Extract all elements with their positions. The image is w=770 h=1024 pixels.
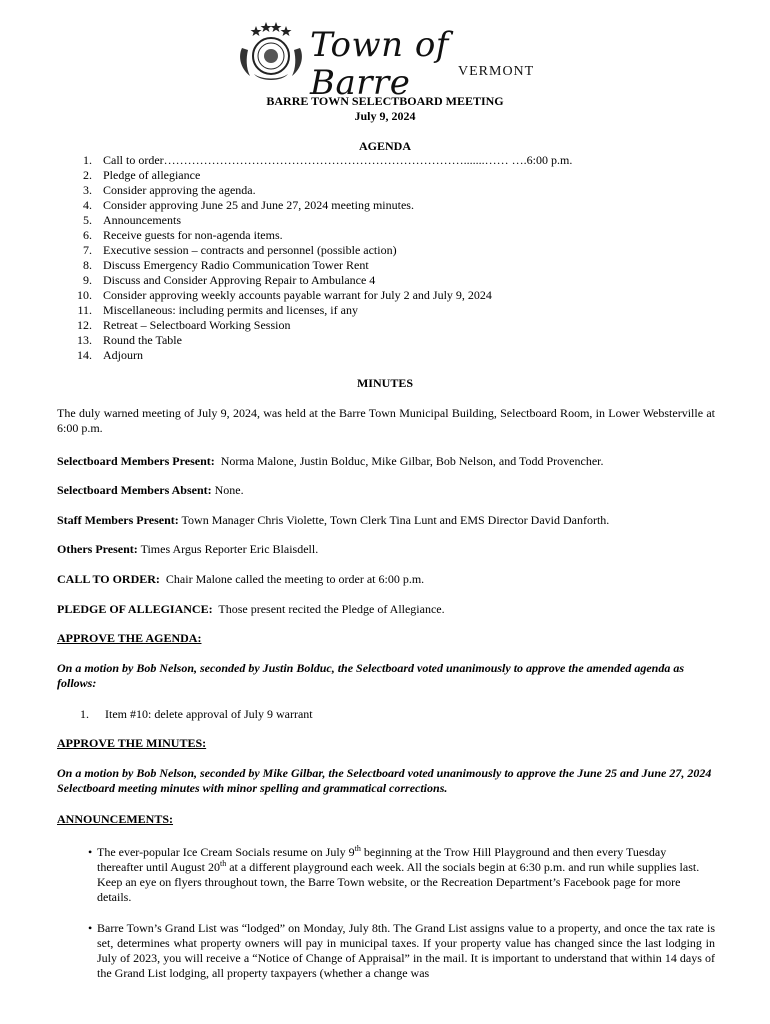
logo-state: VERMONT bbox=[458, 64, 535, 79]
call-to-order-label: CALL TO ORDER: bbox=[57, 572, 160, 586]
minutes-heading: MINUTES bbox=[356, 376, 413, 390]
agenda-item: 6. Receive guests for non-agenda items. bbox=[83, 228, 283, 242]
bullet-icon: • bbox=[88, 921, 93, 935]
members-absent bbox=[57, 483, 715, 498]
amended-agenda-item-num: 1. bbox=[80, 707, 89, 721]
town-seal-icon bbox=[236, 20, 306, 82]
others-present-value: Times Argus Reporter Eric Blaisdell. bbox=[140, 542, 319, 556]
meeting-date: July 9, 2024 bbox=[354, 109, 416, 123]
staff-present-value: Town Manager Chris Violette, Town Clerk Tina Lunt and EMS Director David Danforth. bbox=[181, 513, 610, 527]
members-present-label: Selectboard Members Present: bbox=[57, 454, 215, 468]
call-to-order-value: Chair Malone called the meeting to order at 6:00 p.m. bbox=[165, 572, 425, 586]
announcement-item: • Barre Town’s Grand List was “lodged” on Monday, July 8th. The Grand List assigns value to a property, and once the tax rate is set, determines what property owners will pay in municipal taxes. If your property value has changed since the last lodging in July of 2023, you will receive a “Notice of Change of Appraisal” in the mail. It is important to understand that within 14 days of the Grand List lodging, all property taxpayers (whether a change was bbox=[88, 921, 715, 980]
agenda-item: 9. Discuss and Consider Approving Repair to Ambulance 4 bbox=[83, 273, 376, 287]
agenda-item: 14. Adjourn bbox=[77, 348, 143, 362]
approve-minutes-heading: APPROVE THE MINUTES: bbox=[57, 736, 207, 750]
agenda-item: 10. Consider approving weekly accounts payable warrant for July 2 and July 9, 2024 bbox=[77, 288, 492, 302]
logo-wordmark: Town of Barre bbox=[310, 25, 449, 103]
approve-agenda-heading: APPROVE THE AGENDA: bbox=[57, 631, 202, 645]
minutes-intro: The duly warned meeting of July 9, 2024, was held at the Barre Town Municipal Building, Selectboard Room, in Lower Websterville at 6:00 p.m. bbox=[57, 406, 715, 435]
members-present-value: Norma Malone, Justin Bolduc, Mike Gilbar, Bob Nelson, and Todd Provencher. bbox=[220, 454, 604, 468]
staff-present bbox=[57, 513, 715, 528]
agenda-item: 2. Pledge of allegiance bbox=[83, 168, 201, 182]
others-present bbox=[57, 542, 715, 557]
bullet-icon: • bbox=[88, 845, 93, 859]
staff-present-label: Staff Members Present: bbox=[57, 513, 179, 527]
meeting-title: BARRE TOWN SELECTBOARD MEETING bbox=[266, 94, 504, 108]
amended-agenda-item-text: Item #10: delete approval of July 9 warrant bbox=[105, 707, 313, 721]
members-absent-value: None. bbox=[214, 483, 244, 497]
members-absent-label: Selectboard Members Absent: bbox=[57, 483, 212, 497]
agenda-item: 11. Miscellaneous: including permits and licenses, if any bbox=[77, 303, 358, 317]
agenda-item: 12. Retreat – Selectboard Working Session bbox=[77, 318, 291, 332]
agenda-item: 4. Consider approving June 25 and June 27, 2024 meeting minutes. bbox=[83, 198, 414, 212]
call-to-order bbox=[57, 572, 715, 587]
agenda-motion: On a motion by Bob Nelson, seconded by Justin Bolduc, the Selectboard voted unanimously to approve the amended agenda as follows: bbox=[57, 661, 685, 690]
amended-agenda-item bbox=[80, 707, 313, 722]
agenda-item: 5. Announcements bbox=[83, 213, 181, 227]
pledge-value: Those present recited the Pledge of Allegiance. bbox=[218, 602, 445, 616]
agenda-item: 7. Executive session – contracts and personnel (possible action) bbox=[83, 243, 397, 257]
minutes-motion: On a motion by Bob Nelson, seconded by Mike Gilbar, the Selectboard voted unanimously to approve the June 25 and June 27, 2024 Selectboard meeting minutes with minor spelling and grammatical corrections. bbox=[57, 766, 712, 795]
agenda-item: 8. Discuss Emergency Radio Communication Tower Rent bbox=[83, 258, 369, 272]
announcements-heading: ANNOUNCEMENTS: bbox=[57, 812, 174, 826]
agenda-item: 1. Call to order………………………………………………………………….......…… ….6:00 p.m. bbox=[83, 153, 573, 167]
agenda-item: 3. Consider approving the agenda. bbox=[83, 183, 256, 197]
pledge-label: PLEDGE OF ALLEGIANCE: bbox=[57, 602, 213, 616]
announcement-item: • The ever-popular Ice Cream Socials resume on July 9th beginning at the Trow Hill Playground and then every Tuesday thereafter until August 20th at a different playground each week. All the socials begin at 6:30 p.m. and run while supplies last. Keep an eye on flyers throughout town, the Barre Town website, or the Recreation Department’s Facebook page for more details. bbox=[88, 844, 700, 904]
members-present bbox=[57, 454, 715, 469]
agenda-list bbox=[58, 153, 718, 363]
agenda-item: 13. Round the Table bbox=[77, 333, 182, 347]
agenda-heading: AGENDA bbox=[358, 139, 411, 153]
pledge bbox=[57, 602, 715, 617]
others-present-label: Others Present: bbox=[57, 542, 138, 556]
